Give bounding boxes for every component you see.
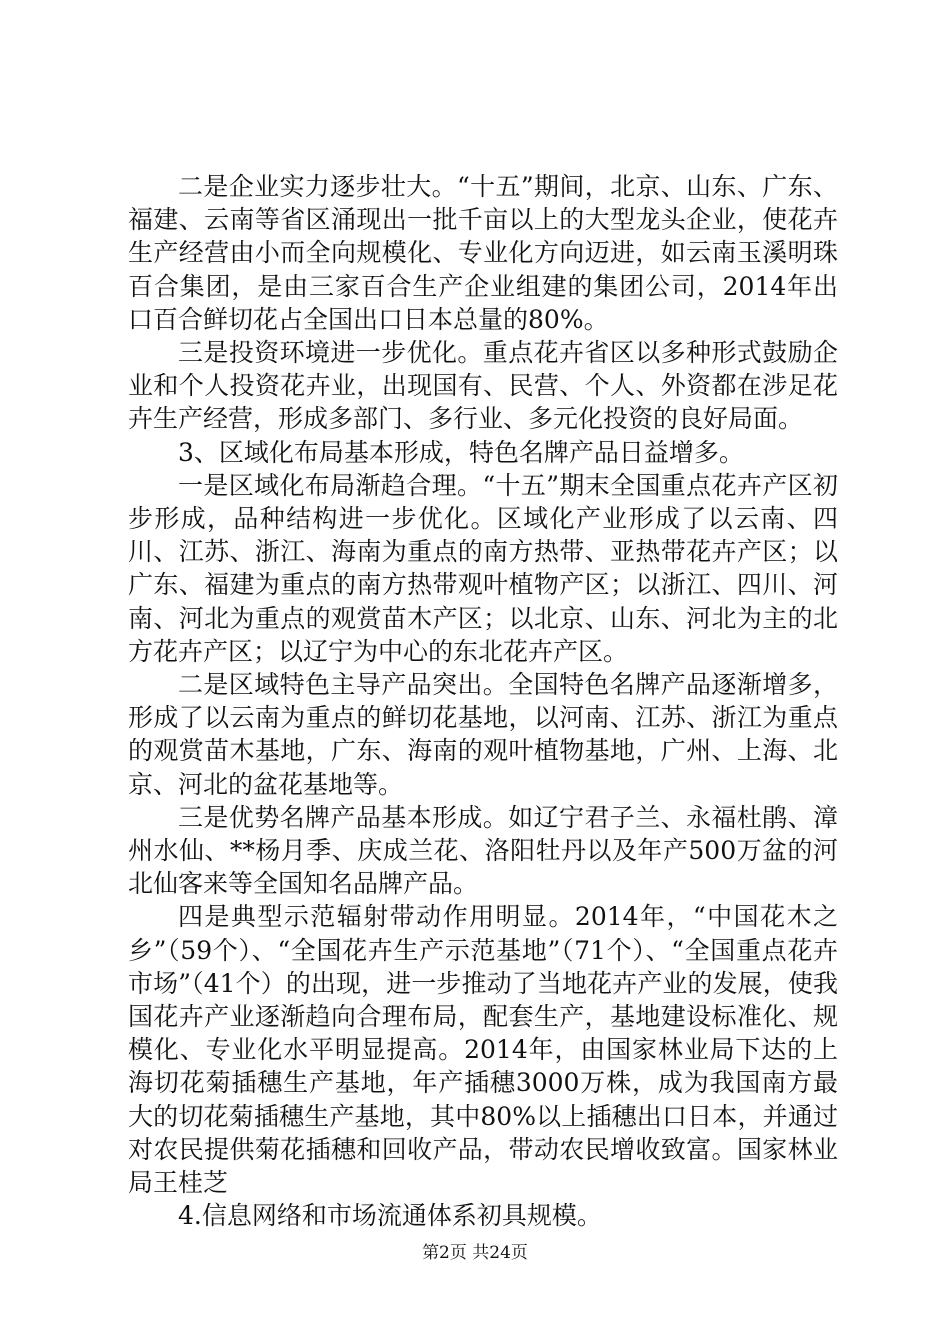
paragraph: 一是区域化布局渐趋合理。“十五”期末全国重点花卉产区初步形成，品种结构进一步优化。区域化产业形成了以云南、四川、江苏、浙江、海南为重点的南方热带、亚热带花卉产区；以广东、福建为重点的南方热带观叶植物产区；以浙江、四川、河南、河北为重点的观赏苗木产区；以北京、山东、河北为主的北方花卉产区；以辽宁为中心的东北花卉产区。: [128, 470, 838, 666]
document-body: [128, 170, 838, 1233]
paragraph: 三是优势名牌产品基本形成。如辽宁君子兰、永福杜鹃、漳州水仙、**杨月季、庆成兰花、洛阳牡丹以及年产500万盆的河北仙客来等全国知名品牌产品。: [128, 802, 838, 899]
paragraph: 二是区域特色主导产品突出。全国特色名牌产品逐渐增多，形成了以云南为重点的鲜切花基地，以河南、江苏、浙江为重点的观赏苗木基地，广东、海南的观叶植物基地，广州、上海、北京、河北的盆花基地等。: [128, 670, 838, 799]
section-heading: 3、区域化布局基本形成，特色名牌产品日益增多。: [178, 437, 744, 467]
section-heading: 4.信息网络和市场流通体系初具规模。: [178, 1201, 602, 1231]
page-number-footer: 第2页 共24页: [422, 1243, 528, 1263]
paragraph: 二是企业实力逐步壮大。“十五”期间，北京、山东、广东、福建、云南等省区涌现出一批千亩以上的大型龙头企业，使花卉生产经营由小而全向规模化、专业化方向迈进，如云南玉溪明珠百合集团，是由三家百合生产企业组建的集团公司，2014年出口百合鲜切花占全国出口日本总量的80%。: [128, 172, 838, 334]
paragraph: 三是投资环境进一步优化。重点花卉省区以多种形式鼓励企业和个人投资花卉业，出现国有、民营、个人、外资都在涉足花卉生产经营，形成多部门、多行业、多元化投资的良好局面。: [128, 338, 838, 434]
paragraph: 四是典型示范辐射带动作用明显。2014年，“中国花木之乡”（59个）、“全国花卉生产示范基地”（71个）、“全国重点花卉市场”（41个）的出现，进一步推动了当地花卉产业的发展，使我国花卉产业逐渐趋向合理布局，配套生产，基地建设标准化、规模化、专业化水平明显提高。2014年，由国家林业局下达的上海切花菊插穗生产基地，年产插穗3000万株，成为我国南方最大的切花菊插穗生产基地，其中80%以上插穗出口日本，并通过对农民提供菊花插穗和回收产品，带动农民增收致富。国家林业局王桂芝: [128, 902, 838, 1198]
